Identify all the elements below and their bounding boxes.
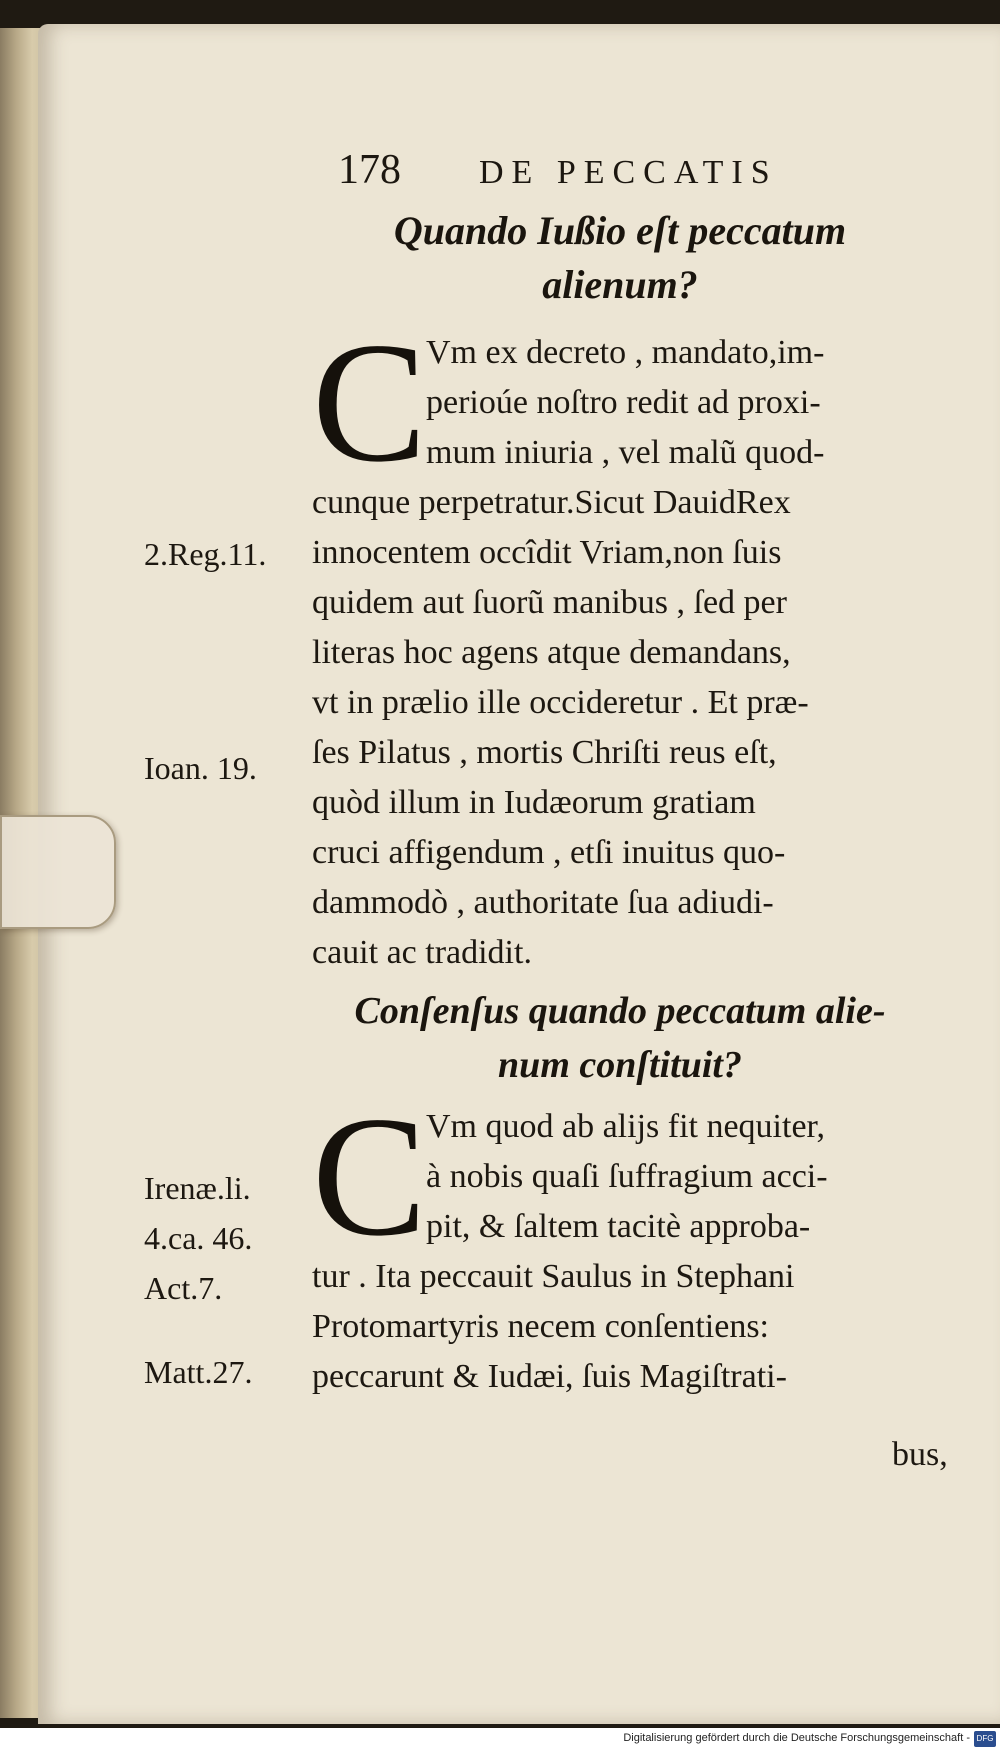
margin-note-chapter: 4.ca. 46.: [144, 1220, 253, 1256]
dfg-logo-icon: DFG: [974, 1731, 996, 1747]
paragraph-consensus: [312, 1082, 952, 1402]
text-line: perioúe noſtro redit ad proxi-: [426, 384, 821, 421]
margin-note-matt: Matt.27.: [144, 1354, 253, 1390]
text-line: quidem aut ſuorũ manibus , ſed per: [312, 584, 787, 621]
heading-line: Conſenſus quando peccatum alie-: [354, 990, 886, 1032]
heading-line: Quando Iußio eſt peccatum: [393, 208, 847, 253]
text-line: quòd illum in Iudæorum gratiam: [312, 784, 756, 821]
text-line: peccarunt & Iudæi, ſuis Magiſtrati-: [312, 1358, 787, 1395]
drop-capital: C: [312, 308, 427, 498]
margin-note-ioan: Ioan. 19.: [144, 750, 257, 786]
text-line: cauit ac tradidit.: [312, 934, 532, 971]
text-line: innocentem occîdit Vriam,non ſuis: [312, 534, 782, 571]
footer-credit: Digitalisierung gefördert durch die Deutsche Forschungsgemeinschaft -: [623, 1732, 970, 1744]
text-line: cunque perpetratur.Sicut DauidRex: [312, 484, 791, 521]
bookmark-tab: [0, 815, 116, 929]
text-line: ſes Pilatus , mortis Chriſti reus eſt,: [312, 734, 777, 771]
text-line: Vm quod ab alijs fit nequiter,: [426, 1108, 826, 1145]
text-line: tur . Ita peccauit Saulus in Stephani: [312, 1258, 795, 1295]
catchword: bus,: [892, 1436, 948, 1473]
text-line: literas hoc agens atque demandans,: [312, 634, 791, 671]
text-line: mum iniuria , vel malũ quod-: [426, 434, 825, 471]
text-line: Protomartyris necem conſentiens:: [312, 1308, 769, 1345]
section-heading-iussio: [300, 204, 940, 312]
section-heading-consensus: [300, 984, 940, 1092]
heading-line: num conſtituit?: [498, 1044, 742, 1086]
text-line: à nobis quaſi ſuffragium acci-: [426, 1158, 828, 1195]
text-line: pit, & ſaltem tacitè approba-: [426, 1208, 811, 1245]
digitization-footer: [0, 1728, 1000, 1752]
margin-note-reg: 2.Reg.11.: [144, 536, 267, 572]
page-header: [338, 146, 858, 194]
margin-note-irenaeus: Irenæ.li.: [144, 1170, 251, 1206]
page-number: 178: [338, 147, 401, 193]
heading-line: alienum?: [542, 262, 698, 307]
text-line: cruci affigendum , etſi inuitus quo-: [312, 834, 786, 871]
margin-note-act: Act.7.: [144, 1270, 223, 1306]
text-line: Vm ex decreto , mandato,im-: [426, 334, 825, 371]
drop-capital: C: [312, 1082, 427, 1272]
text-line: vt in prælio ille occideretur . Et præ-: [312, 684, 809, 721]
paragraph-iussio: [312, 308, 952, 978]
running-title: DE PECCATIS: [479, 154, 778, 191]
text-line: dammodò , authoritate ſua adiudi-: [312, 884, 774, 921]
